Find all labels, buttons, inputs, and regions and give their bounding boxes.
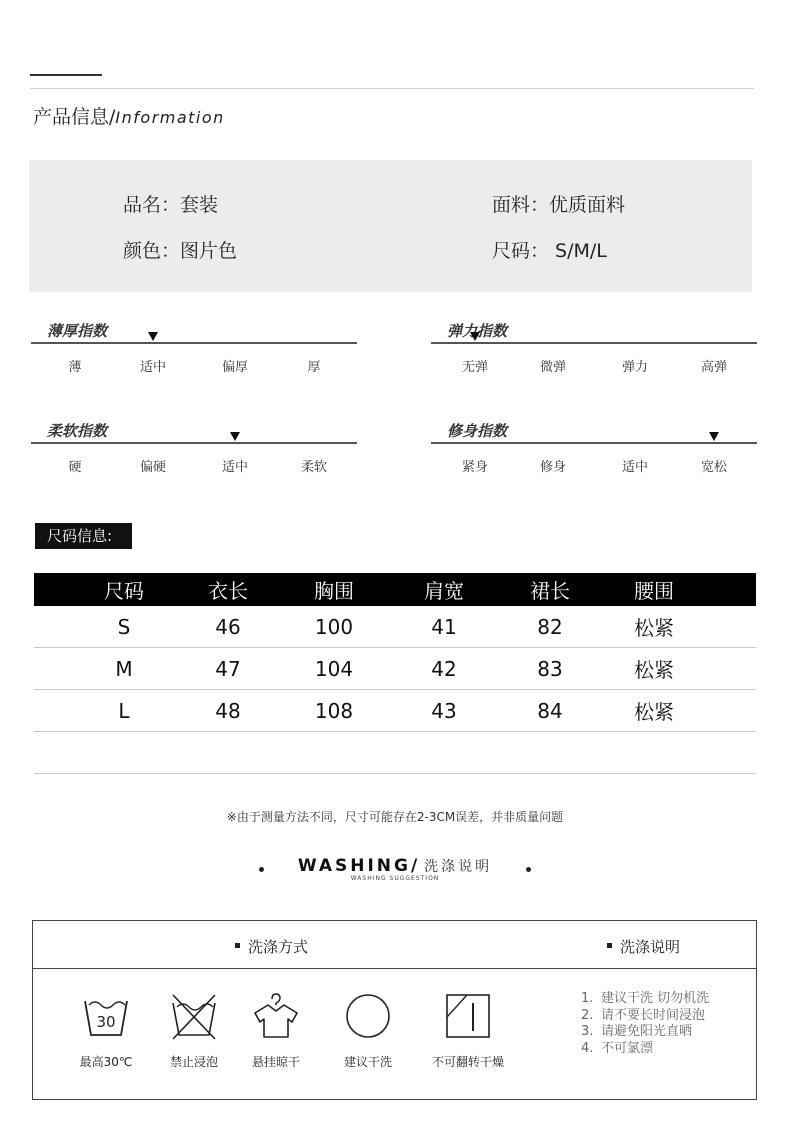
- product-fabric: 面料：优质面料: [492, 194, 626, 216]
- index-title: 修身指数: [447, 422, 508, 440]
- table-cell: M: [115, 656, 133, 681]
- wash-method-header-text: 洗涤方式: [248, 938, 309, 956]
- size-table: [34, 573, 756, 732]
- bullet-dot-icon: [259, 867, 264, 872]
- index-option: 厚: [307, 360, 321, 375]
- header-shoulder: 肩宽: [424, 579, 464, 603]
- header-accent-line: [30, 74, 102, 76]
- table-cell: 松紧: [634, 700, 674, 724]
- list-item: 4. 不可氯漂: [581, 1040, 654, 1056]
- index-option: 偏硬: [139, 460, 167, 475]
- index-option: 适中: [139, 360, 167, 375]
- dry-clean-icon: [343, 991, 393, 1041]
- table-row: [34, 690, 756, 732]
- product-info-box: [29, 160, 752, 292]
- index-scale-line: [431, 442, 757, 444]
- size-info-tag: 尺码信息:: [35, 523, 132, 549]
- index-option: 偏厚: [221, 360, 249, 375]
- index-option: 柔软: [300, 460, 328, 475]
- wash-header-divider: [33, 968, 756, 969]
- header-divider: [30, 88, 754, 89]
- table-cell: L: [118, 698, 130, 723]
- index-option: 适中: [221, 460, 249, 475]
- section-title-en: Information: [115, 108, 225, 127]
- section-title-cn: 产品信息/: [33, 106, 116, 128]
- header-bust: 胸围: [314, 579, 354, 603]
- thickness-index: [31, 320, 357, 380]
- size-table-header: [34, 573, 756, 606]
- wash-method-header: [235, 936, 308, 957]
- table-cell: 108: [314, 698, 354, 723]
- index-option: 紧身: [461, 460, 489, 475]
- index-scale-line: [431, 342, 757, 344]
- index-option: 修身: [539, 460, 567, 475]
- table-cell: 84: [537, 698, 563, 723]
- square-bullet-icon: [235, 943, 240, 948]
- index-option: 弹力: [621, 360, 649, 375]
- washing-box: [32, 920, 757, 1100]
- list-item: 3. 请避免阳光直晒: [581, 1024, 693, 1039]
- index-option: 薄: [68, 360, 82, 375]
- index-marker: [470, 332, 480, 341]
- table-cell: 48: [215, 698, 241, 723]
- table-cell: 47: [215, 656, 241, 681]
- table-cell: 42: [431, 656, 457, 681]
- table-row: [34, 606, 756, 648]
- product-name: 品名：套装: [123, 194, 219, 216]
- section-title: [33, 102, 225, 129]
- measurement-note: ※由于测量方法不同，尺寸可能存在2-3CM误差，并非质量问题: [226, 810, 564, 824]
- hang-dry-icon: [251, 991, 301, 1041]
- washing-subtitle: WASHING SUGGESTION: [350, 875, 440, 882]
- product-size: 尺码： S/M/L: [492, 240, 607, 262]
- wash-temp-text: 30: [96, 1013, 116, 1031]
- index-option: 高弹: [700, 360, 728, 375]
- wash-30-icon: [81, 991, 131, 1041]
- index-marker: [230, 432, 240, 441]
- wash-instruction-list: [581, 991, 709, 1057]
- table-cell: 松紧: [634, 658, 674, 682]
- washing-title-en: WASHING/: [297, 856, 421, 876]
- header-length: 衣长: [208, 579, 248, 603]
- table-cell: 松紧: [634, 616, 674, 640]
- index-title: 弹力指数: [447, 322, 508, 340]
- wash-instruction-header-text: 洗涤说明: [620, 938, 681, 956]
- header-skirt-length: 裙长: [530, 579, 570, 603]
- index-marker: [148, 332, 158, 341]
- fit-index: [431, 420, 757, 480]
- washing-title-cn: 洗涤说明: [424, 859, 493, 875]
- list-item: 1. 建议干洗 切勿机洗: [581, 991, 710, 1006]
- index-marker: [709, 432, 719, 441]
- care-label: 悬挂晾干: [251, 1055, 301, 1069]
- index-title: 薄厚指数: [47, 322, 108, 340]
- no-soak-icon: [169, 991, 219, 1041]
- bullet-dot-icon: [526, 867, 531, 872]
- header-size: 尺码: [104, 579, 144, 603]
- wash-instruction-header: [607, 936, 680, 957]
- table-cell: 82: [537, 614, 563, 639]
- index-option: 适中: [621, 460, 649, 475]
- care-label: 最高30℃: [79, 1055, 133, 1069]
- care-label: 建议干洗: [343, 1055, 393, 1069]
- index-title: 柔软指数: [47, 422, 108, 440]
- table-cell: 43: [431, 698, 457, 723]
- index-option: 微弹: [539, 360, 567, 375]
- index-option: 硬: [68, 460, 82, 475]
- care-label: 禁止浸泡: [169, 1055, 219, 1069]
- header-waist: 腰围: [634, 579, 674, 603]
- square-bullet-icon: [607, 943, 612, 948]
- list-item: 2. 请不要长时间浸泡: [581, 1007, 706, 1023]
- table-cell: 104: [314, 656, 354, 681]
- table-cell: S: [117, 614, 131, 639]
- index-option: 宽松: [700, 460, 728, 475]
- index-scale-line: [31, 442, 357, 444]
- washing-title: [0, 856, 790, 882]
- table-bottom-divider: [34, 773, 756, 774]
- softness-index: [31, 420, 357, 480]
- index-option: 无弹: [461, 360, 489, 375]
- table-row: [34, 648, 756, 690]
- table-cell: 41: [431, 614, 457, 639]
- index-scale-line: [31, 342, 357, 344]
- table-cell: 83: [537, 656, 563, 681]
- elasticity-index: [431, 320, 757, 380]
- care-label: 不可翻转干燥: [431, 1055, 505, 1069]
- table-cell: 46: [215, 614, 241, 639]
- no-tumble-dry-icon: [443, 991, 493, 1041]
- table-cell: 100: [314, 614, 354, 639]
- product-color: 颜色：图片色: [123, 240, 238, 262]
